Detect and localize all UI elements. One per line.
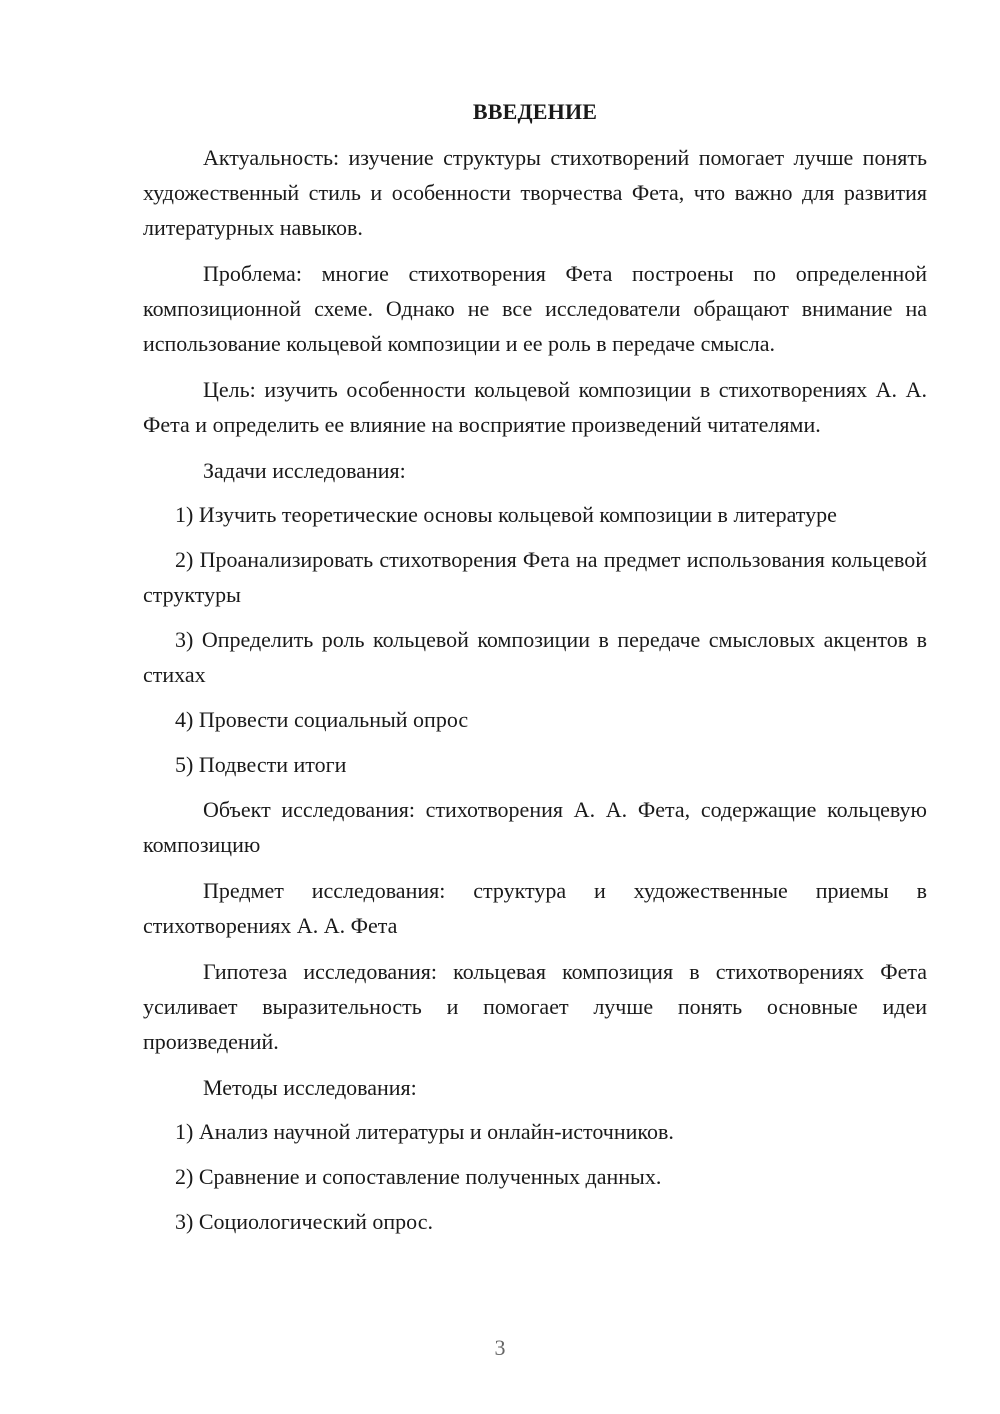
hypothesis-paragraph: Гипотеза исследования: кольцевая композиция в стихотворениях Фета усиливает выразительность и помогает лучше понять основные идеи произведений. (143, 959, 927, 1054)
list-item: 2) Проанализировать стихотворения Фета на предмет использования кольцевой структуры (143, 547, 927, 607)
subject-paragraph: Предмет исследования: структура и художественные приемы в стихотворениях А. А. Фета (143, 878, 927, 938)
tasks-list (143, 497, 927, 782)
list-item: 2) Сравнение и сопоставление полученных данных. (175, 1164, 662, 1189)
list-item: 3) Социологический опрос. (175, 1209, 433, 1234)
list-item: 5) Подвести итоги (175, 752, 347, 777)
list-item: 3) Определить роль кольцевой композиции в передаче смысловых акцентов в стихах (143, 627, 927, 687)
problem-paragraph: Проблема: многие стихотворения Фета построены по определенной композиционной схеме. Однако не все исследователи обращают внимание на использование кольцевой композиции и ее роль в передаче смысла. (143, 261, 927, 356)
relevance-paragraph: Актуальность: изучение структуры стихотворений помогает лучше понять художественный стиль и особенности творчества Фета, что важно для развития литературных навыков. (143, 145, 927, 240)
document-page (143, 94, 927, 1249)
goal-paragraph: Цель: изучить особенности кольцевой композиции в стихотворениях А. А. Фета и определить ее влияние на восприятие произведений читателями. (143, 377, 927, 437)
methods-intro: Методы исследования: (203, 1075, 417, 1100)
page-title: ВВЕДЕНИЕ (472, 99, 598, 124)
object-paragraph: Объект исследования: стихотворения А. А. Фета, содержащие кольцевую композицию (143, 797, 927, 857)
tasks-intro: Задачи исследования: (203, 458, 406, 483)
methods-list (143, 1114, 927, 1239)
list-item: 4) Провести социальный опрос (175, 707, 469, 732)
list-item: 1) Анализ научной литературы и онлайн-источников. (175, 1119, 674, 1144)
page-number: 3 (494, 1335, 506, 1360)
list-item: 1) Изучить теоретические основы кольцевой композиции в литературе (175, 502, 837, 527)
